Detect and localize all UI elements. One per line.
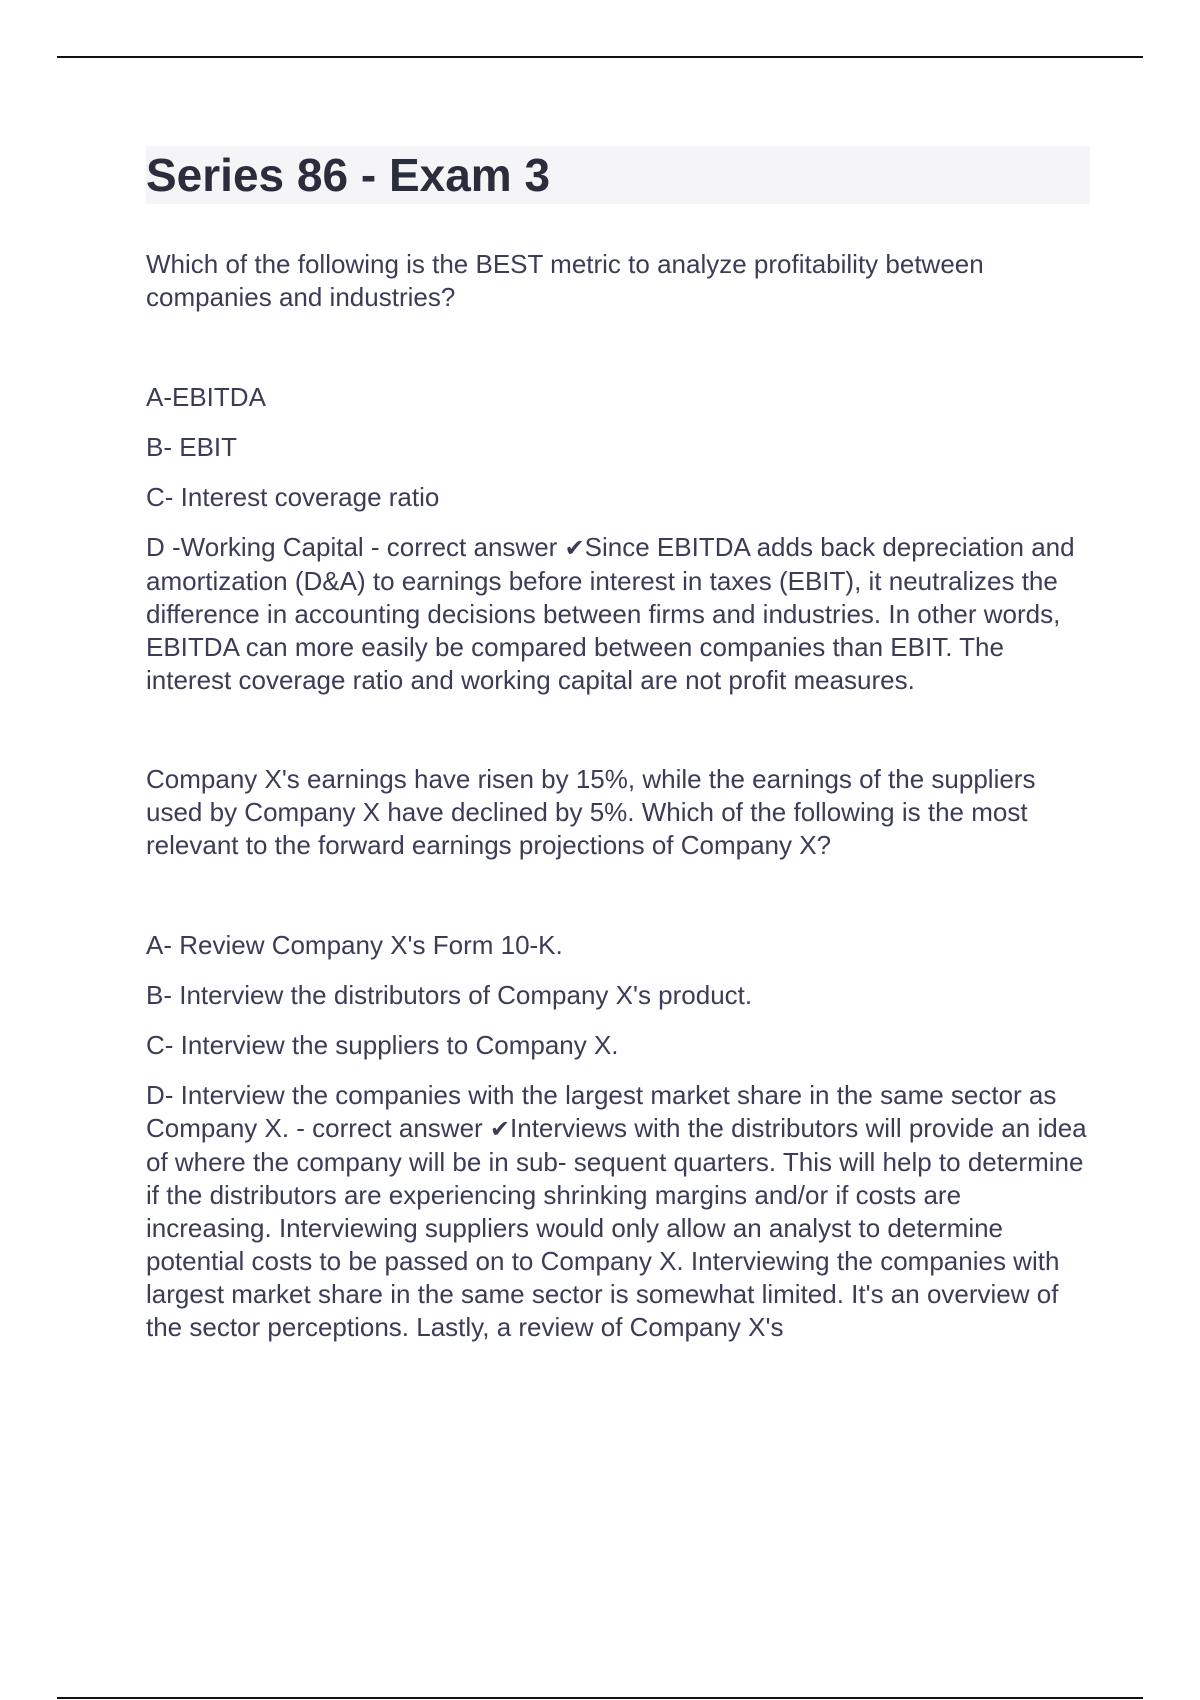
option-d-with-answer bbox=[146, 531, 1090, 697]
question-prompt: Company X's earnings have risen by 15%, while the earnings of the suppliers used by Company X have declined by 5%. Which of the following is the most relevant to the forward earnings projections of Company X? bbox=[146, 764, 1036, 860]
correct-answer-label: - correct answer bbox=[289, 1113, 490, 1143]
correct-answer-label: - correct answer bbox=[363, 532, 565, 562]
option-c: C- Interview the suppliers to Company X. bbox=[146, 1030, 619, 1060]
document-body bbox=[146, 146, 1090, 1344]
top-rule bbox=[57, 56, 1143, 58]
option-d-with-answer bbox=[146, 1079, 1090, 1344]
option-a: A- Review Company X's Form 10-K. bbox=[146, 930, 563, 960]
question-prompt: Which of the following is the BEST metric to analyze profitability between companies and industries? bbox=[146, 249, 984, 312]
checkmark-icon: ✔ bbox=[564, 534, 585, 562]
option-d: D- Interview the companies with the largest market share in the same sector as Company X. bbox=[146, 1080, 1057, 1143]
option-d: D -Working Capital bbox=[146, 532, 364, 562]
bottom-rule bbox=[57, 1697, 1143, 1699]
option-b: B- Interview the distributors of Company X's product. bbox=[146, 980, 753, 1010]
answer-explanation: Since EBITDA adds back depreciation and amortization (D&A) to earnings before interest in taxes (EBIT), it neutralizes the difference in accounting decisions between firms and industries. In other words, EBITDA can more easily be compared between companies than EBIT. The interest coverage ratio and working capital are not profit measures. bbox=[146, 532, 1075, 695]
option-a: A-EBITDA bbox=[146, 382, 266, 412]
answer-explanation: Interviews with the distributors will provide an idea of where the company will be in sub- sequent quarters. This will help to determine if the distributors are experiencing shrinking margins and/or if costs are increasing. Interviewing suppliers would only allow an analyst to determine potential costs to be passed on to Company X. Interviewing the companies with largest market share in the same sector is somewhat limited. It's an overview of the sector perceptions. Lastly, a review of Company X's bbox=[146, 1113, 1087, 1342]
question-block bbox=[146, 248, 1090, 697]
title-band bbox=[146, 146, 1090, 204]
option-b: B- EBIT bbox=[146, 432, 238, 462]
option-c: C- Interest coverage ratio bbox=[146, 482, 440, 512]
page-title: Series 86 - Exam 3 bbox=[146, 149, 551, 201]
question-block bbox=[146, 763, 1090, 1344]
checkmark-icon: ✔ bbox=[489, 1115, 511, 1143]
